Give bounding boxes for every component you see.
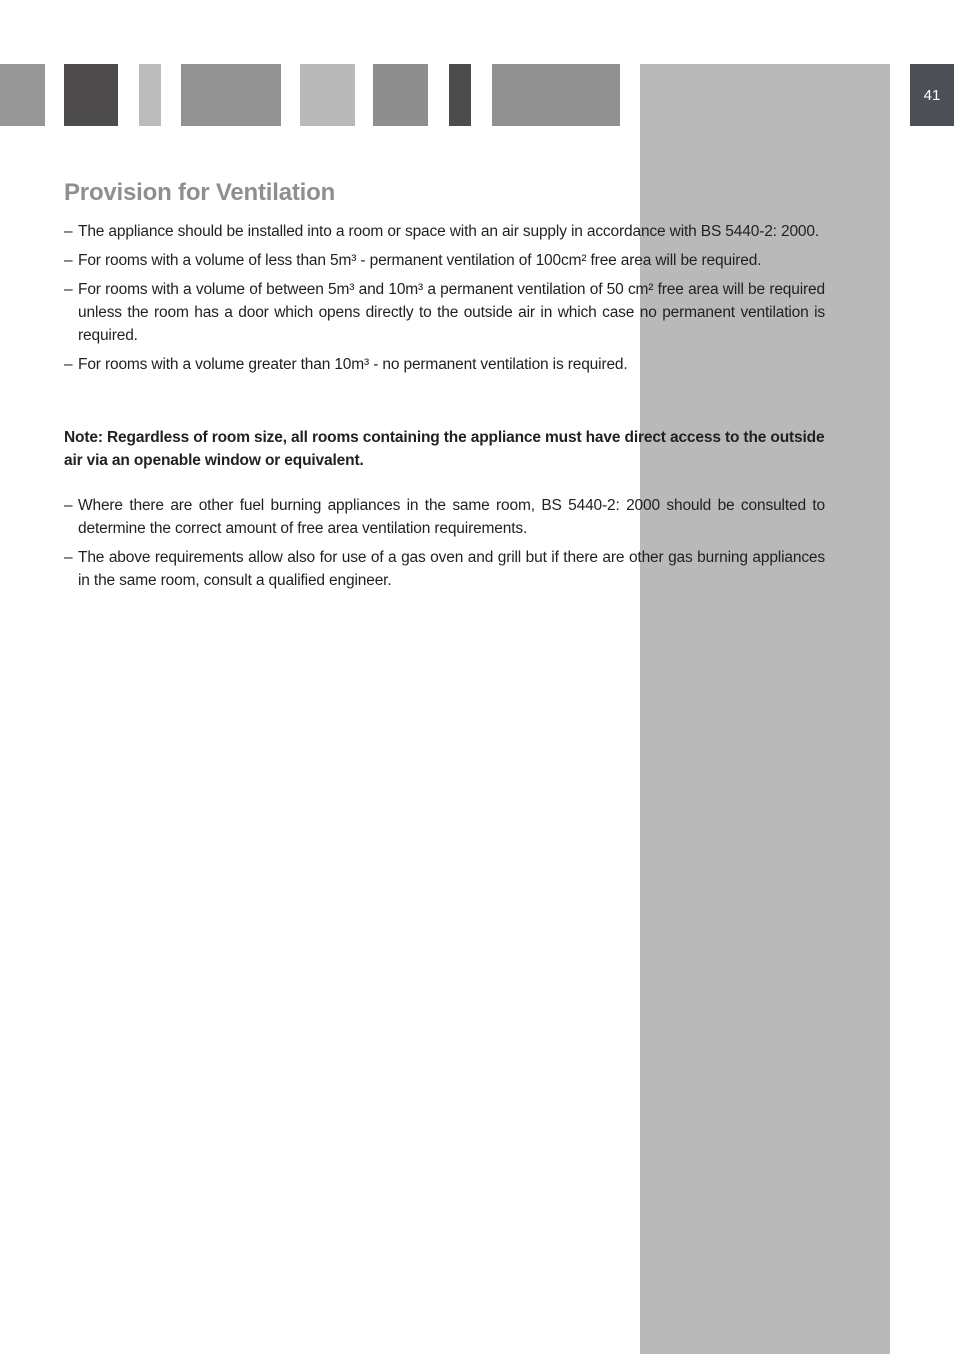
list-item: – For rooms with a volume of less than 5m³ - permanent ventilation of 100cm² free area will be required. [64,249,825,272]
list-item: – For rooms with a volume greater than 10m³ - no permanent ventilation is required. [64,353,825,376]
list-item: – The above requirements allow also for use of a gas oven and grill but if there are other gas burning appliances in the same room, consult a qualified engineer. [64,546,825,592]
list-item: – Where there are other fuel burning appliances in the same room, BS 5440-2: 2000 should be consulted to determine the correct amount of free area ventilation requirements. [64,494,825,540]
other-appliances-list [64,494,825,592]
header-block [449,64,471,126]
bullet-dash: – [64,281,73,298]
header-block [300,64,355,126]
bullet-dash: – [64,549,73,566]
bullet-dash: – [64,252,73,269]
list-item: – The appliance should be installed into a room or space with an air supply in accordance with BS 5440-2: 2000. [64,220,825,243]
header-block [64,64,118,126]
bullet-dash: – [64,497,73,514]
page-number: 41 [910,64,954,126]
bullet-dash: – [64,356,73,373]
bullet-dash: – [64,223,73,240]
list-item: – For rooms with a volume of between 5m³ and 10m³ a permanent ventilation of 50 cm² free area will be required unless the room has a door which opens directly to the outside air in which case no permanent ventilation is required. [64,278,825,347]
header-block [492,64,620,126]
content [64,176,825,598]
ventilation-list [64,220,825,376]
note: Note: Regardless of room size, all rooms containing the appliance must have direct access to the outside air via an openable window or equivalent. [64,429,825,469]
header-block [181,64,281,126]
header-block [139,64,161,126]
header-block [0,64,45,126]
page-title: Provision for Ventilation [64,179,336,206]
header-block [373,64,428,126]
